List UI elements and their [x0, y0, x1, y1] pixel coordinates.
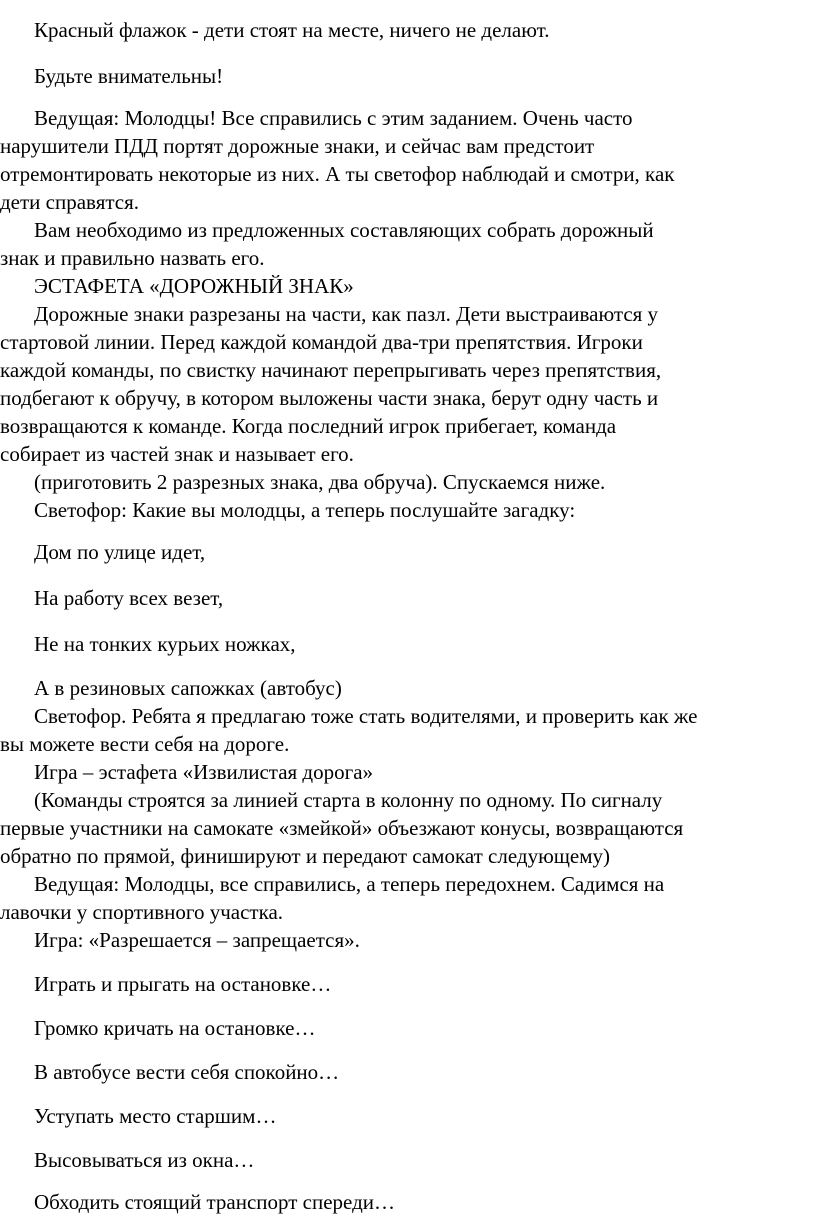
text-line: нарушители ПДД портят дорожные знаки, и сейчас вам предстоит: [0, 134, 595, 158]
game-rule-line: В автобусе вести себя спокойно…: [34, 1060, 340, 1084]
section-heading: Игра: «Разрешается – запрещается».: [34, 928, 360, 952]
game-rule-line: Играть и прыгать на остановке…: [34, 972, 332, 996]
text-line: Вам необходимо из предложенных составляющих собрать дорожный: [34, 218, 654, 242]
riddle-line: На работу всех везет,: [34, 586, 224, 610]
game-rule-line: Высовываться из окна…: [34, 1148, 255, 1172]
text-line: Ведущая: Молодцы, все справились, а теперь передохнем. Садимся на: [34, 872, 665, 896]
text-line: каждой команды, по свистку начинают перепрыгивать через препятствия,: [0, 358, 662, 382]
text-line: отремонтировать некоторые из них. А ты светофор наблюдай и смотри, как: [0, 162, 675, 186]
text-line: стартовой линии. Перед каждой командой два-три препятствия. Игроки: [0, 330, 643, 354]
text-line: (приготовить 2 разрезных знака, два обруча). Спускаемся ниже.: [34, 470, 606, 494]
game-rule-line: Громко кричать на остановке…: [34, 1016, 316, 1040]
game-rule-line: Уступать место старшим…: [34, 1104, 277, 1128]
game-rule-line: Обходить стоящий транспорт спереди…: [34, 1190, 395, 1214]
text-line: лавочки у спортивного участка.: [0, 900, 284, 924]
text-line: дети справятся.: [0, 190, 140, 214]
text-line: Светофор. Ребята я предлагаю тоже стать водителями, и проверить как же: [34, 704, 698, 728]
text-line: (Команды строятся за линией старта в колонну по одному. По сигналу: [34, 788, 663, 812]
text-line: Ведущая: Молодцы! Все справились с этим заданием. Очень часто: [34, 106, 633, 130]
text-line: обратно по прямой, финишируют и передают самокат следующему): [0, 844, 611, 868]
text-line: Светофор: Какие вы молодцы, а теперь послушайте загадку:: [34, 498, 576, 522]
text-line: Дорожные знаки разрезаны на части, как пазл. Дети выстраиваются у: [34, 302, 659, 326]
text-line: вы можете вести себя на дороге.: [0, 732, 290, 756]
text-line: Будьте внимательны!: [34, 64, 224, 88]
text-line: возвращаются к команде. Когда последний игрок прибегает, команда: [0, 414, 617, 438]
text-line: собирает из частей знак и называет его.: [0, 442, 354, 466]
text-line: подбегают к обручу, в котором выложены части знака, берут одну часть и: [0, 386, 659, 410]
text-line: первые участники на самокате «змейкой» объезжают конусы, возвращаются: [0, 816, 684, 840]
text-line: знак и правильно назвать его.: [0, 246, 265, 270]
section-heading: Игра – эстафета «Извилистая дорога»: [34, 760, 374, 784]
section-heading: ЭСТАФЕТА «ДОРОЖНЫЙ ЗНАК»: [34, 274, 354, 298]
text-line: Красный флажок - дети стоят на месте, ничего не делают.: [34, 18, 550, 42]
riddle-line: Дом по улице идет,: [34, 540, 206, 564]
riddle-line: А в резиновых сапожках (автобус): [34, 676, 342, 700]
riddle-line: Не на тонких курьих ножках,: [34, 632, 296, 656]
